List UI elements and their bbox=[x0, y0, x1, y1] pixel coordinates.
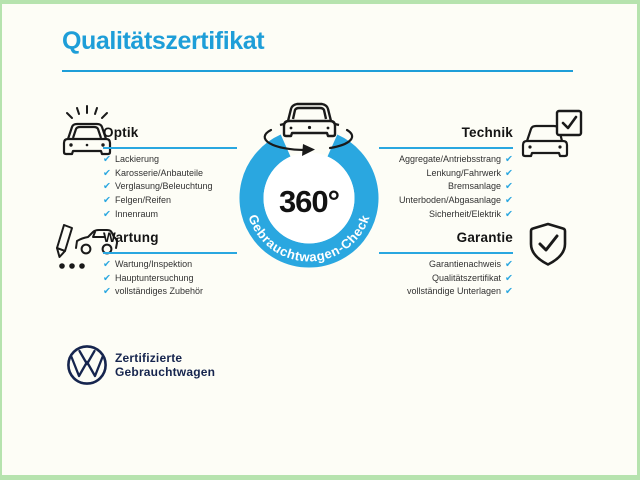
checklist-wartung bbox=[103, 258, 237, 299]
list-item bbox=[103, 208, 237, 222]
list-item bbox=[103, 258, 237, 272]
checklist-optik bbox=[103, 153, 237, 222]
check-icon: ✔ bbox=[103, 195, 111, 207]
border-left bbox=[0, 0, 2, 480]
border-bottom bbox=[0, 475, 640, 480]
item-label: Bremsanlage bbox=[448, 181, 502, 192]
item-label: Qualitätszertifikat bbox=[432, 272, 502, 283]
section-wartung bbox=[103, 231, 237, 299]
shield-check-icon bbox=[526, 221, 570, 271]
item-label: Karosserie/Anbauteile bbox=[114, 167, 204, 178]
vw-logo-icon bbox=[66, 344, 108, 386]
list-item bbox=[103, 167, 237, 181]
check-icon: ✔ bbox=[103, 154, 111, 165]
list-item bbox=[103, 194, 237, 208]
check-icon: ✔ bbox=[505, 259, 513, 270]
list-item bbox=[103, 153, 237, 167]
list-item bbox=[103, 272, 237, 286]
item-label: Innenraum bbox=[114, 208, 158, 219]
item-label: vollständige Unterlagen bbox=[406, 286, 502, 297]
item-label: Hauptuntersuchung bbox=[114, 272, 194, 283]
list-item bbox=[103, 285, 237, 299]
item-label: Aggregate/Antriebsstrang bbox=[398, 154, 502, 164]
ring-label: Gebrauchtwagen-Check bbox=[245, 212, 373, 265]
section-title-wartung: Wartung bbox=[103, 230, 159, 245]
car-checkbox-icon bbox=[519, 109, 585, 165]
item-label: Lackierung bbox=[114, 154, 159, 164]
border-top bbox=[0, 0, 640, 4]
item-label: Wartung/Inspektion bbox=[114, 259, 193, 269]
item-label: Lenkung/Fahrwerk bbox=[426, 167, 502, 178]
item-label: Garantienachweis bbox=[428, 259, 502, 269]
section-optik bbox=[103, 126, 237, 222]
item-label: vollständiges Zubehör bbox=[114, 286, 204, 297]
360-degree-label: 360° bbox=[278, 184, 340, 219]
item-label: Verglasung/Beleuchtung bbox=[114, 181, 213, 192]
check-icon: ✔ bbox=[505, 167, 513, 179]
brand-claim-line2: Gebrauchtwagen bbox=[115, 365, 216, 379]
check-icon: ✔ bbox=[505, 208, 513, 220]
brand-claim bbox=[115, 351, 215, 379]
brand-claim-line1: Zertifizierte bbox=[115, 351, 183, 365]
check-icon: ✔ bbox=[505, 195, 513, 207]
item-label: Unterboden/Abgasanlage bbox=[398, 195, 502, 206]
section-divider-optik bbox=[103, 147, 237, 149]
item-label: Felgen/Reifen bbox=[114, 195, 172, 206]
check-icon: ✔ bbox=[103, 286, 111, 298]
list-item bbox=[103, 180, 237, 194]
section-title-technik: Technik bbox=[461, 125, 513, 140]
check-icon: ✔ bbox=[505, 286, 513, 298]
360-check-badge bbox=[222, 90, 402, 275]
check-icon: ✔ bbox=[103, 208, 111, 220]
section-divider-wartung bbox=[103, 252, 237, 254]
section-title-optik: Optik bbox=[103, 125, 139, 140]
title-divider bbox=[62, 70, 573, 72]
check-icon: ✔ bbox=[103, 259, 111, 270]
page-title: Qualitätszertifikat bbox=[62, 27, 265, 55]
check-icon: ✔ bbox=[505, 181, 513, 193]
section-title-garantie: Garantie bbox=[456, 230, 513, 245]
check-icon: ✔ bbox=[505, 272, 513, 284]
check-icon: ✔ bbox=[505, 154, 513, 165]
check-icon: ✔ bbox=[103, 167, 111, 179]
check-icon: ✔ bbox=[103, 181, 111, 193]
list-item bbox=[379, 285, 513, 299]
check-icon: ✔ bbox=[103, 272, 111, 284]
item-label: Sicherheit/Elektrik bbox=[429, 208, 502, 219]
